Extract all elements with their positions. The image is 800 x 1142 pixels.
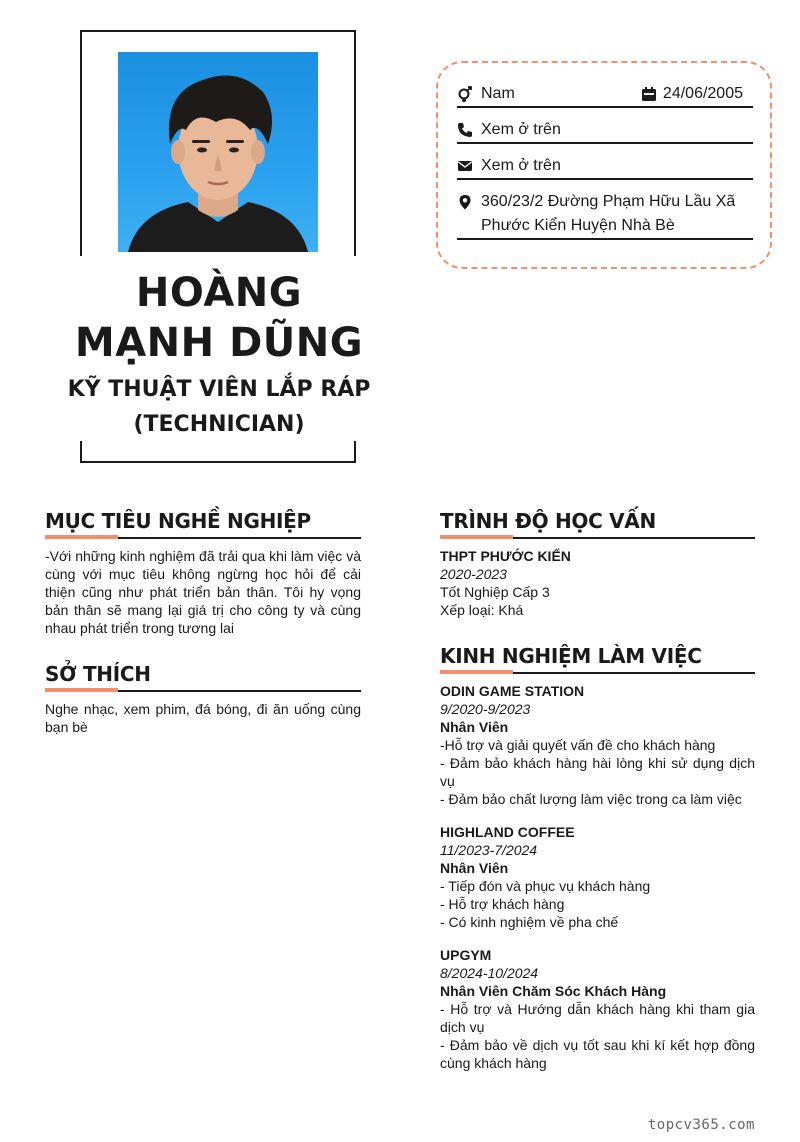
job-duty: - Hỗ trợ khách hàng <box>440 896 565 912</box>
gender-icon <box>457 86 473 102</box>
footer-watermark: topcv365.com <box>647 1117 755 1133</box>
contact-row-address <box>457 190 753 240</box>
profile-photo <box>118 52 318 252</box>
job-duty: - Đảm bảo chất lượng làm việc trong ca làm việc <box>440 791 742 807</box>
phone-icon <box>457 122 473 138</box>
hobbies-heading-accent <box>45 688 118 692</box>
job-period: 9/2020-9/2023 <box>440 701 531 717</box>
gender-value: Nam <box>481 85 515 102</box>
job-company: HIGHLAND COFFEE <box>440 824 575 840</box>
job-duty: - Đảm bảo khách hàng hài lòng khi sử dụng dịch vụ <box>440 755 755 789</box>
phone-value: Xem ở trên <box>481 121 561 138</box>
job-title: KỸ THUẬT VIÊN LẮP RÁP (TECHNICIAN) <box>67 377 371 437</box>
education-heading-accent <box>440 535 513 539</box>
job-period: 8/2024-10/2024 <box>440 965 539 981</box>
job-duty: - Đảm bảo về dịch vụ tốt sau khi kí kết hợp đồng cùng khách hàng <box>440 1037 755 1071</box>
education-block <box>440 547 755 619</box>
education-period: 2020-2023 <box>440 566 507 582</box>
objective-heading-accent <box>45 535 118 539</box>
contact-row-phone <box>457 118 753 144</box>
hobbies-heading: SỞ THÍCH <box>45 662 151 686</box>
job-period: 11/2023-7/2024 <box>440 842 538 858</box>
header-frame-top <box>80 30 354 32</box>
job-duty: - Tiếp đón và phục vụ khách hàng <box>440 878 651 894</box>
job-role: Nhân Viên Chăm Sóc Khách Hàng <box>440 983 667 999</box>
header-frame-left <box>80 30 82 256</box>
job-duty: -Hỗ trợ và giải quyết vấn đề cho khách hàng <box>440 737 716 753</box>
objective-text: -Với những kinh nghiệm đã trải qua khi làm việc và cùng với mục tiêu không ngừng học hỏi để cải thiện cũng như phát triển bản thân. Tôi hy vọng bản thân sẽ mang lại giá trị cho công ty và cùng nhau phát triển trong tương lai <box>45 548 361 636</box>
email-value: Xem ở trên <box>481 157 561 174</box>
job-company: ODIN GAME STATION <box>440 683 585 699</box>
location-pin-icon <box>457 194 473 210</box>
experience-job <box>440 946 755 1072</box>
education-line: Tốt Nghiệp Cấp 3 <box>440 584 550 600</box>
header-frame-bottom <box>80 461 356 463</box>
experience-heading: KINH NGHIỆM LÀM VIỆC <box>440 644 702 668</box>
job-duty: - Hỗ trợ và Hướng dẫn khách hàng khi tham gia dịch vụ <box>440 1001 755 1035</box>
calendar-icon <box>641 86 657 102</box>
job-role: Nhân Viên <box>440 860 509 876</box>
contact-row-email <box>457 154 753 180</box>
address-value: 360/23/2 Đường Phạm Hữu Lầu Xã Phước Kiển Huyện Nhà Bè <box>481 193 736 234</box>
candidate-name: HOÀNG MẠNH DŨNG <box>74 270 364 366</box>
experience-job <box>440 823 755 931</box>
header-frame-left-bottom <box>80 441 82 463</box>
envelope-icon <box>457 158 473 174</box>
experience-heading-accent <box>440 670 513 674</box>
job-duty: - Có kinh nghiệm về pha chế <box>440 914 619 930</box>
header-frame-right-bottom <box>354 441 356 463</box>
hobbies-text: Nghe nhạc, xem phim, đá bóng, đi ăn uống cùng bạn bè <box>45 701 361 735</box>
dob-value: 24/06/2005 <box>662 85 743 102</box>
experience-job <box>440 682 755 808</box>
contact-row-gender-dob <box>457 82 753 108</box>
job-company: UPGYM <box>440 947 492 963</box>
job-role: Nhân Viên <box>440 719 509 735</box>
header-frame-right <box>354 30 356 256</box>
education-line: Xếp loại: Khá <box>440 602 524 618</box>
education-school: THPT PHƯỚC KIỂN <box>440 548 571 564</box>
objective-heading: MỤC TIÊU NGHỀ NGHIỆP <box>45 509 311 533</box>
education-heading: TRÌNH ĐỘ HỌC VẤN <box>440 509 656 533</box>
dob-group <box>663 82 743 106</box>
